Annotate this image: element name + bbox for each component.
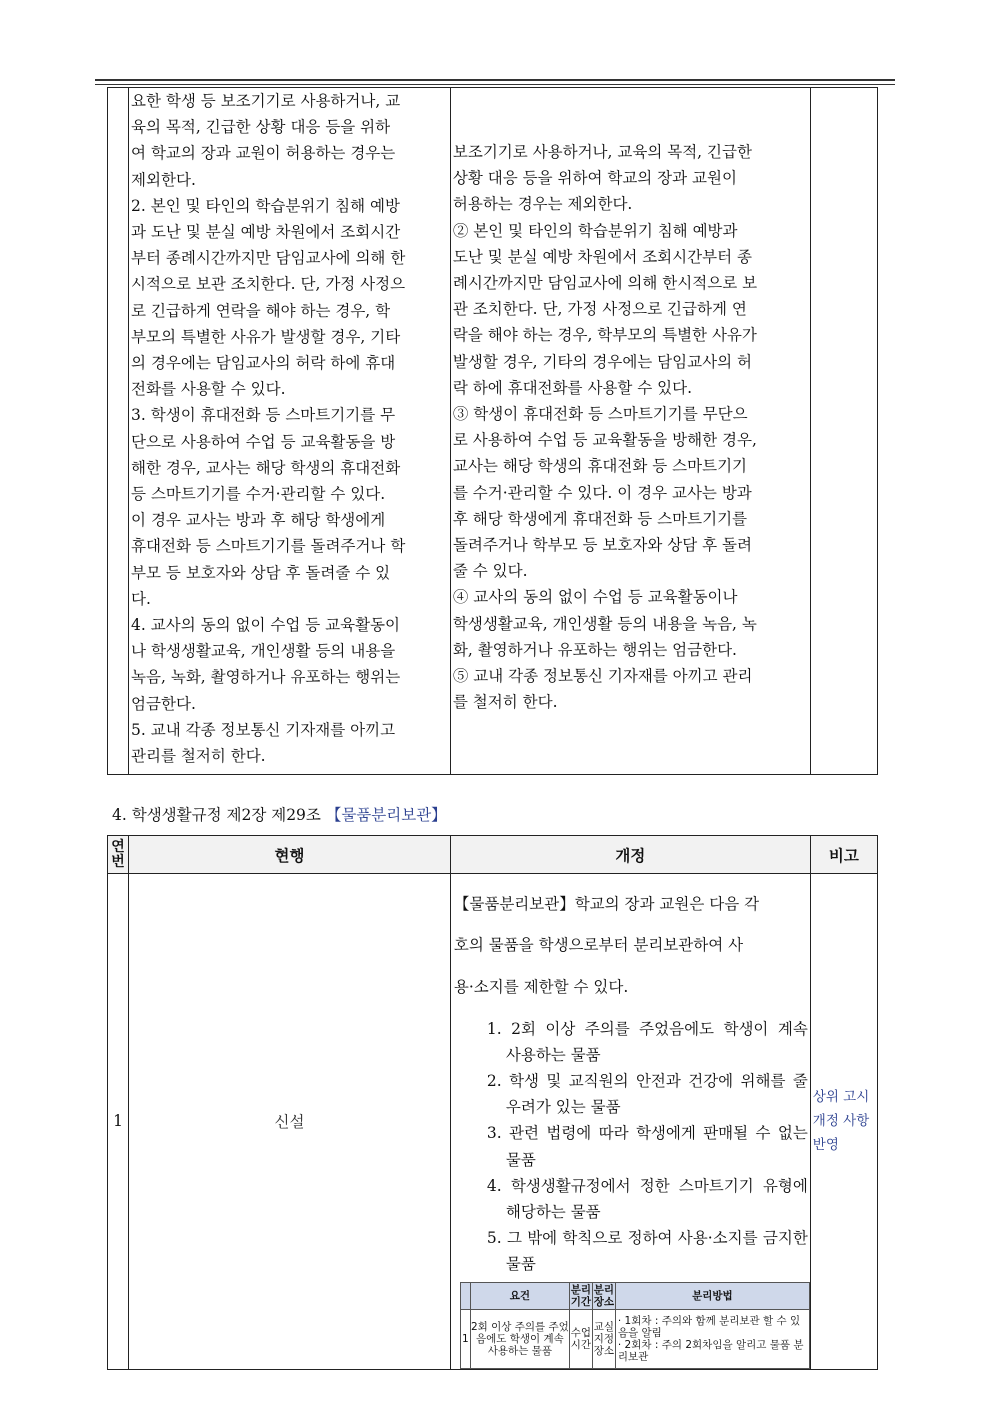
header-current: 현행 [129,836,451,874]
current-text-line: 과 도난 및 분실 예방 차원에서 조회시간 [131,223,401,242]
list-item: 2. 학생 및 교직원의 안전과 건강에 위해를 줄 우려가 있는 물품 [486,1072,808,1117]
mini-condition: 2회 이상 주의를 주었음에도 학생이 계속 사용하는 물품 [470,1309,569,1368]
revised-text [451,88,810,715]
revised-intro-line: 호의 물품을 학생으로부터 분리보관하여 사 [453,936,744,955]
revised-text-line: 례시간까지만 담임교사에 의해 한시적으로 보 [452,274,758,293]
current-text-line: 로 긴급하게 연락을 해야 하는 경우, 학 [131,301,391,320]
list-item: 3. 관련 법령에 따라 학생에게 판매될 수 없는 물품 [486,1124,808,1169]
revised-text-line: 로 사용하여 수업 등 교육활동을 방해한 경우, [452,431,757,450]
mini-method-2: · 2회차 : 주의 2회차임을 알리고 물품 분리보관 [617,1338,804,1363]
row-number-cell [108,88,129,775]
revised-intro-line: 【물품분리보관】학교의 장과 교원은 다음 각 [453,894,760,913]
section-title-prefix: 4. 학생생활규정 제2장 제29조 [112,806,321,824]
current-text-cell [129,88,451,775]
mini-method [615,1309,809,1368]
current-text-line: 5. 교내 각종 정보통신 기자재를 아끼고 [131,720,396,739]
current-text [129,88,450,769]
current-text-line: 등 스마트기기를 수거·관리할 수 있다. [131,485,386,504]
comparison-table [107,835,878,1370]
revised-text-line: 학생생활교육, 개인생활 등의 내용을 녹음, 녹 [452,614,757,633]
current-text-line: 단으로 사용하여 수업 등 교육활동을 방 [131,432,396,451]
revised-text-line: 도난 및 분실 예방 차원에서 조회시간부터 종 [452,247,752,266]
current-text-line: 이 경우 교사는 방과 후 해당 학생에게 [131,511,386,530]
remark-cell [810,88,877,775]
revised-intro [454,891,808,1001]
current-text-line: 시적으로 보관 조치한다. 단, 가정 사정으 [131,275,406,294]
current-text-line: 여 학교의 장과 교원이 허용하는 경우는 [131,144,396,163]
mini-table-header [460,1282,809,1309]
revised-text-line: 보조기기로 사용하거나, 교육의 목적, 긴급한 [452,143,752,161]
revised-text-line: ③ 학생이 휴대전화 등 스마트기기를 무단으 [452,405,748,424]
remark-text: 상위 고시 개정 사항 반영 [810,874,877,1370]
current-text-line: 제외한다. [131,170,196,189]
section-title-highlight: 【물품분리보관】 [325,806,447,824]
header-remark: 비고 [810,836,877,874]
header-revised: 개정 [450,836,810,874]
current-text-line: 부모 등 보호자와 상담 후 돌려줄 수 있 [131,563,391,582]
mini-header-method: 분리방법 [615,1282,809,1309]
current-text-line: 2. 본인 및 타인의 학습분위기 침해 예방 [131,196,400,215]
mini-table-row [460,1309,809,1368]
revised-text-line: 돌려주거나 학부모 등 보호자와 상담 후 돌려 [452,536,752,555]
revised-text-line: 락을 해야 하는 경우, 학부모의 특별한 사유가 [452,326,757,345]
table-header-row [108,836,878,874]
revised-text-line: 발생할 경우, 기타의 경우에는 담임교사의 허 [452,352,752,371]
comparison-table-continued [107,87,878,775]
revised-text-line: 줄 수 있다. [452,562,528,581]
current-text-line: 다. [131,589,151,608]
revised-text-line: 화, 촬영하거나 유포하는 행위는 엄금한다. [452,640,737,659]
row-number: 1 [108,874,129,1370]
current-text-line: 나 학생생활교육, 개인생활 등의 내용을 [131,642,396,661]
list-item: 5. 그 밖에 학칙으로 정하여 사용·소지를 금지한 물품 [486,1229,808,1274]
current-text-line: 녹음, 녹화, 촬영하거나 유포하는 행위는 [131,668,401,687]
revised-text-cell [450,88,810,775]
revised-text-line: 허용하는 경우는 제외한다. [452,195,633,214]
table-row [108,874,878,1370]
current-text-line: 휴대전화 등 스마트기기를 돌려주거나 학 [131,537,406,556]
revised-item-list [454,1016,808,1278]
revised-text-line: 후 해당 학생에게 휴대전화 등 스마트기기를 [452,509,748,528]
current-text-line: 3. 학생이 휴대전화 등 스마트기기를 무 [131,406,396,425]
section-title [112,803,447,825]
revised-text-line: 상황 대응 등을 위하여 학교의 장과 교원이 [452,169,737,188]
revised-text-line: ② 본인 및 타인의 학습분위기 침해 예방과 [452,221,738,240]
current-text-line: 의 경우에는 담임교사의 허락 하에 휴대 [131,354,396,373]
current-text-line: 해한 경우, 교사는 해당 학생의 휴대전화 [131,458,401,477]
revised-text-line: 를 철저히 한다. [452,693,558,712]
revised-intro-line: 용·소지를 제한할 수 있다. [453,977,629,996]
current-text-line: 관리를 철저히 한다. [131,747,266,766]
header-rule [95,79,895,81]
revised-text-line: 교사는 해당 학생의 휴대전화 등 스마트기기 [452,457,748,476]
revised-text-line: ④ 교사의 동의 없이 수업 등 교육활동이나 [452,588,738,607]
list-item: 1. 2회 이상 주의를 주었음에도 학생이 계속 사용하는 물품 [486,1019,808,1064]
mini-period: 수업시간 [569,1309,592,1368]
revised-text-line: 관 조치한다. 단, 가정 사정으로 긴급하게 연 [452,300,747,319]
revised-text-cell [450,874,810,1370]
header-rule-thin [95,84,895,85]
current-text-line: 육의 목적, 긴급한 상황 대응 등을 위하 [131,118,391,137]
list-item: 4. 학생생활규정에서 정한 스마트기기 유형에 해당하는 물품 [486,1176,808,1222]
mini-place: 교실 지정 장소 [592,1309,615,1368]
revised-text-line: ⑤ 교내 각종 정보통신 기자재를 아끼고 관리 [452,667,753,686]
current-text-line: 부모의 특별한 사유가 발생할 경우, 기타 [131,327,401,346]
current-text-line: 부터 종례시간까지만 담임교사에 의해 한 [131,249,406,268]
revised-text-line: 를 수거·관리할 수 있다. 이 경우 교사는 방과 [452,483,752,502]
current-text-line: 엄금한다. [131,694,196,713]
mini-method-1: · 1회차 : 주의와 함께 분리보관 할 수 있음을 알림 [617,1314,801,1339]
current-text-line: 요한 학생 등 보조기기로 사용하거나, 교 [131,92,401,110]
mini-row-number: 1 [460,1309,470,1368]
mini-header-period: 분리기간 [570,1283,592,1308]
current-text-line: 전화를 사용할 수 있다. [131,380,286,399]
mini-header-condition: 요건 [470,1282,569,1309]
current-text-line: 4. 교사의 동의 없이 수업 등 교육활동이 [131,616,400,635]
header-no: 연번 [108,836,129,874]
separation-method-table [460,1282,810,1369]
current-text: 신설 [129,874,451,1370]
mini-header-place: 분리장소 [593,1283,615,1308]
revised-text-line: 락 하에 휴대전화를 사용할 수 있다. [452,378,693,397]
